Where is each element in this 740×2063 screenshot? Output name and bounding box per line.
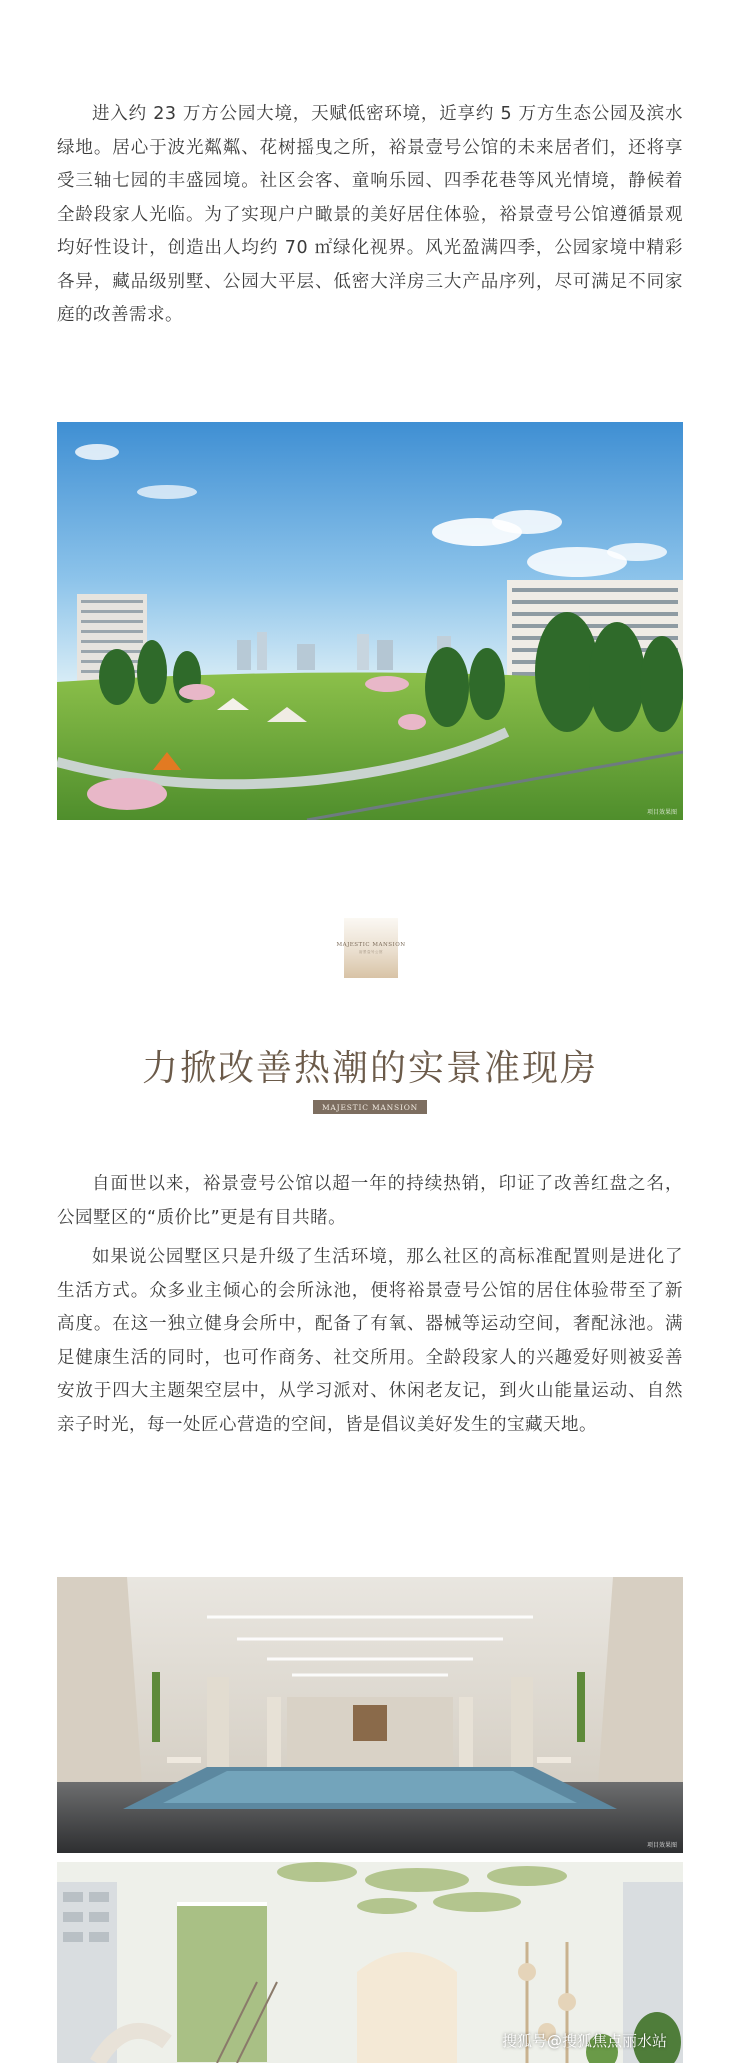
kids-playroom-image <box>57 1862 683 2063</box>
section-paragraphs <box>57 1168 683 1442</box>
section-paragraph-1: 自面世以来，裕景壹号公馆以超一年的持续热销，印证了改善红盘之名，公园墅区的“质价比”更是有目共睹。 <box>57 1174 683 1228</box>
park-scene-illustration <box>57 422 683 820</box>
section-paragraph-2: 如果说公园墅区只是升级了生活环境，那么社区的高标准配置则是进化了生活方式。众多业主倾心的会所泳池，便将裕景壹号公馆的居住体验带至了新高度。在这一独立健身会所中，配备了有氧、器械等运动空间，奢配泳池。满足健康生活的同时，也可作商务、社交所用。全龄段家人的兴趣爱好则被妥善安放于四大主题架空层中，从学习派对、休闲老友记，到火山能量运动、自然亲子时光，每一处匠心营造的空间，皆是倡议美好发生的宝藏天地。 <box>57 1247 683 1435</box>
badge-subtext: 裕景壹号公馆 <box>359 949 383 954</box>
badge-text: MAJESTIC MANSION <box>336 941 406 948</box>
intro-text: 进入约 23 万方公园大境，天赋低密环境，近享约 5 万方生态公园及滨水绿地。居心于波光粼粼、花树摇曳之所，裕景壹号公馆的未来居者们，还将享受三轴七园的丰盛园境。社区会客、童响乐园、四季花巷等风光情境，静候着全龄段家人光临。为了实现户户瞰景的美好居住体验，裕景壹号公馆遵循景观均好性设计，创造出人均约 70 ㎡绿化视界。风光盈满四季，公园家境中精彩各异，藏品级别墅、公园大平层、低密大洋房三大产品序列，尽可满足不同家庭的改善需求。 <box>57 104 683 325</box>
pool-scene-illustration <box>57 1577 683 1853</box>
image-caption: 项目效果图 <box>646 809 677 816</box>
intro-paragraph <box>57 98 683 333</box>
section-headline: 力掀改善热潮的实景准现房 <box>141 1048 598 1089</box>
pool-image-caption: 项目效果图 <box>646 1842 677 1849</box>
watermark-text: 搜狐号@搜狐焦点丽水站 <box>501 2032 667 2050</box>
indoor-pool-image <box>57 1577 683 1853</box>
section-tag: MAJESTIC MANSION <box>313 1100 427 1114</box>
park-landscape-image <box>57 422 683 820</box>
brand-badge <box>336 918 406 978</box>
